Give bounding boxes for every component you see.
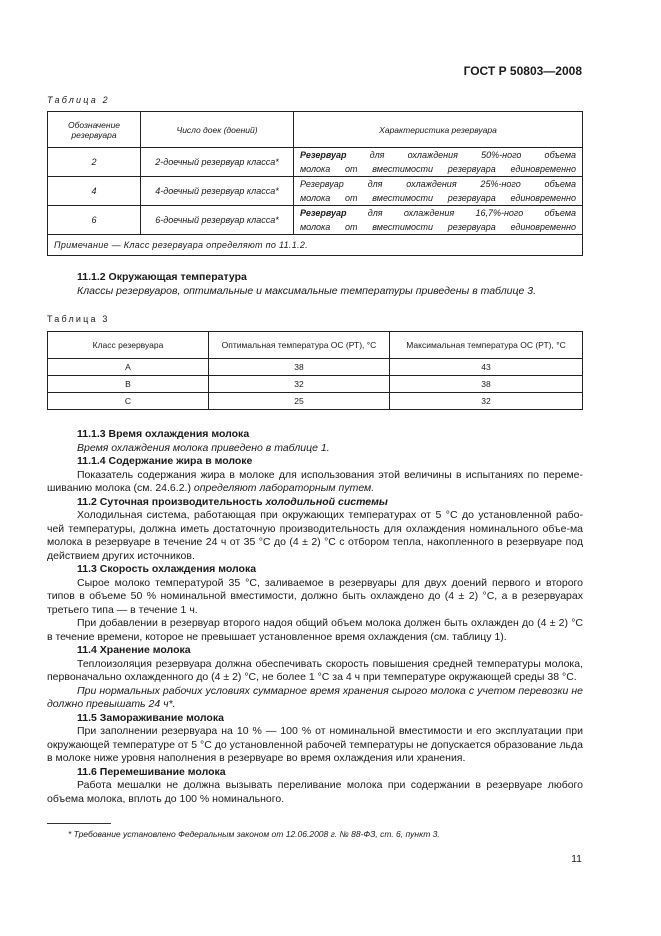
table-cell — [294, 206, 583, 235]
table2-note-row — [48, 235, 583, 256]
cell-text: Резервуар — [300, 179, 344, 189]
table2-header-row — [48, 112, 583, 148]
table2-header-cell: Число доек (доений) — [141, 112, 294, 148]
cell-text: молока от вместимости резервуара единовременно — [300, 164, 576, 174]
section-heading: 11.6 Перемешивание молока — [77, 765, 226, 778]
table-cell: 43 — [390, 359, 583, 376]
table-cell: C — [48, 393, 209, 410]
cell-text: молока от вместимости резервуара единовременно — [300, 222, 576, 232]
document-code: ГОСТ Р 50803—2008 — [463, 64, 582, 78]
heading-italic-text: холодильной системы — [265, 495, 388, 508]
table-cell: 4-доечный резервуар класса* — [141, 177, 294, 206]
cell-text: для охлаждения 50%-ного объема — [346, 150, 576, 160]
section-heading: 11.4 Хранение молока — [77, 644, 191, 656]
paragraph: При добавлении в резервуар второго надоя общий объем молока должен быть охлажден до (4 ± 2) °С в течение времени, которое не превышает установленное время охлаждения (см. таблицу 1). — [47, 617, 583, 643]
table3-header-cell: Максимальная температура ОС (РТ), °С — [390, 332, 583, 359]
table3-header-cell: Оптимальная температура ОС (РТ), °С — [209, 332, 390, 359]
paragraph: Теплоизоляция резервуара должна обеспечивать скорость повышения средней температуры молока, первоначально охлажденного до (4 ± 2) °С, не более 1 °С за 4 ч при температуре окружающей среды 38 °С. — [47, 657, 583, 683]
table-row — [48, 376, 583, 393]
section-11-1-2 — [47, 271, 583, 298]
cell-text: для охлаждения 25%-ного объема — [343, 179, 576, 189]
table-cell — [294, 148, 583, 177]
section-heading: 11.1.2 Окружающая температура — [77, 271, 247, 283]
table-cell: 4 — [48, 177, 141, 206]
table-cell: 32 — [209, 376, 390, 393]
paragraph-text: Показатель содержания жира в молоке для использования этой величины в испытаниях по переме-шиванию молока (см. 24.6.2.) — [47, 468, 583, 494]
table-row — [48, 148, 583, 177]
table-cell: B — [48, 376, 209, 393]
page-number: 11 — [571, 853, 582, 865]
cell-bold-text: Резервуар — [300, 150, 347, 160]
paragraph: Время охлаждения молока приведено в таблице 1. — [77, 441, 330, 454]
body-text — [47, 428, 583, 806]
table-cell: 38 — [209, 359, 390, 376]
table-row — [48, 359, 583, 376]
paragraph-italic-text: определяют лабораторным путем. — [193, 482, 375, 494]
table2-note: Примечание — Класс резервуара определяют по 11.1.2. — [48, 235, 583, 256]
heading-text: 11.2 Суточная производительность — [77, 495, 266, 508]
table3-header-cell: Класс резервуара — [48, 332, 209, 359]
table2-caption: Таблица 2 — [47, 95, 110, 105]
footnote: * Требование установлено Федеральным законом от 12.06.2008 г. № 88-ФЗ, ст. 6, пункт 3. — [68, 829, 440, 839]
cell-text: для охлаждения 16,7%-ного объема — [346, 208, 576, 218]
table2 — [47, 111, 583, 256]
table-cell: 6 — [48, 206, 141, 235]
table-row — [48, 206, 583, 235]
table2-header-cell: Характеристика резервуара — [294, 112, 583, 148]
section-heading: 11.1.4 Содержание жира в молоке — [77, 455, 253, 467]
paragraph: Работа мешалки не должна вызывать переливание молока при содержании в резервуаре любого объема молока, вплоть до 100 % номинального. — [47, 779, 583, 805]
section-heading — [47, 496, 583, 510]
section-heading: 11.1.3 Время охлаждения молока — [77, 428, 250, 440]
table-row — [48, 393, 583, 410]
section-heading: 11.3 Скорость охлаждения молока — [77, 563, 257, 575]
table-row — [48, 177, 583, 206]
cell-text: молока от вместимости резервуара единовременно — [300, 193, 576, 203]
table-cell: 38 — [390, 376, 583, 393]
paragraph: При нормальных рабочих условиях суммарное время хранения сырого молока с учетом перевозки не должно превышать 24 ч*. — [47, 684, 583, 710]
paragraph — [47, 469, 583, 496]
table-cell: 6-доечный резервуар класса* — [141, 206, 294, 235]
table2-header-cell: Обозначение резервуара — [48, 112, 141, 148]
footnote-divider — [47, 823, 111, 824]
table-cell: 25 — [209, 393, 390, 410]
table-cell: 2 — [48, 148, 141, 177]
table-cell: 2-доечный резервуар класса* — [141, 148, 294, 177]
paragraph: Классы резервуаров, оптимальные и максимальные температуры приведены в таблице 3. — [77, 284, 537, 297]
section-heading: 11.5 Замораживание молока — [77, 711, 224, 724]
table-cell: A — [48, 359, 209, 376]
table3 — [47, 331, 583, 410]
cell-bold-text: Резервуар — [300, 208, 347, 218]
paragraph: При заполнении резервуара на 10 % — 100 % от номинальной вместимости и его эксплуатации при окружающей температуре от 5 °С до установленной рабочей температуры не допускается образование льда в молоке ниже уровня наполнения в резервуаре во время охлаждения или хранения. — [47, 725, 583, 764]
paragraph: Сырое молоко температурой 35 °С, заливаемое в резервуары для двух доений первого и второго типов в объеме 50 % номинальной вместимости, должно быть охлаждено до (4 ± 2) °С, а в резервуарах третьего типа — в течение 1 ч. — [47, 576, 583, 616]
table3-caption: Таблица 3 — [47, 314, 110, 324]
paragraph: Холодильная система, работающая при окружающих температурах от 5 °С до установленной рабо-чей температуры, должна иметь достаточную производительность для охлаждения номинального объе-ма молока в резервуаре в течение 24 ч от 35 °С до (4 ± 2) °С с отбором тепла, накопленного в резервуаре под действием других источников. — [47, 509, 583, 562]
table3-header-row — [48, 332, 583, 359]
table-cell — [294, 177, 583, 206]
table-cell: 32 — [390, 393, 583, 410]
